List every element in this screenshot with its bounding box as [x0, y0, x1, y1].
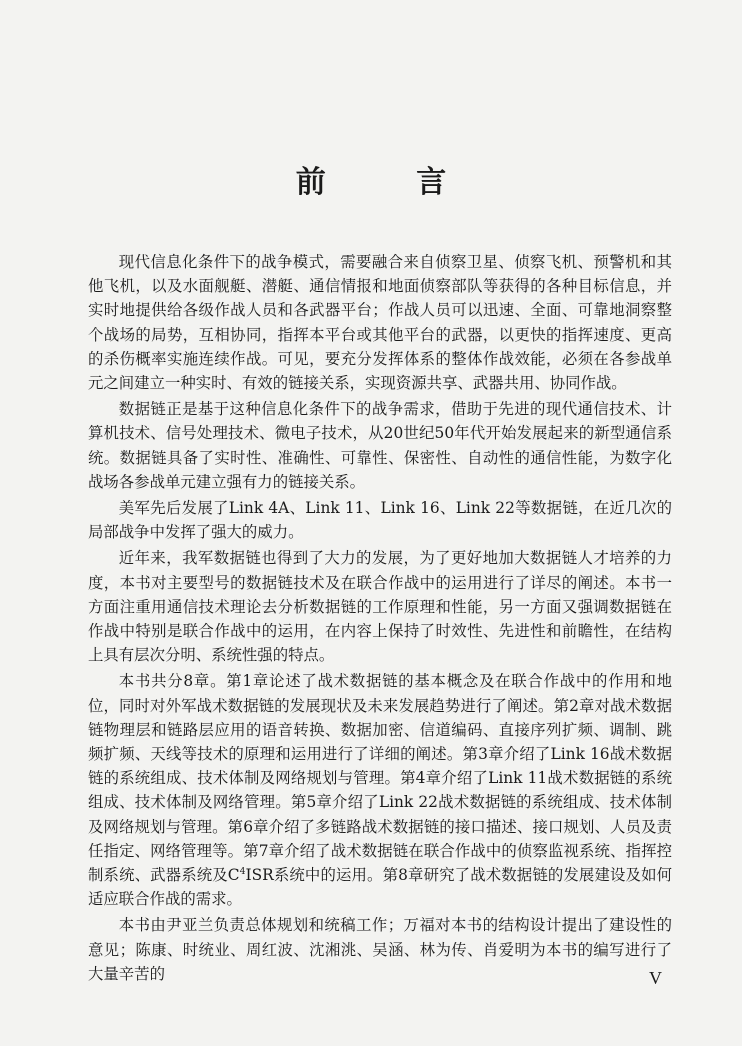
superscript-4: 4	[239, 865, 246, 877]
paragraph-5	[88, 669, 672, 911]
paragraph-1: 现代信息化条件下的战争模式，需要融合来自侦察卫星、侦察飞机、预警机和其他飞机，以及水面舰艇、潜艇、通信情报和地面侦察部队等获得的各种目标信息，并实时地提供给各级作战人员和各武器平台；作战人员可以迅速、全面、可靠地洞察整个战场的局势，互相协同，指挥本平台或其他平台的武器，以更快的指挥速度、更高的杀伤概率实施连续作战。可见，要充分发挥体系的整体作战效能，必须在各参战单元之间建立一种实时、有效的链接关系，实现资源共享、武器共用、协同作战。	[88, 253, 672, 393]
paragraph-5-part-1: 本书共分8章。第1章论述了战术数据链的基本概念及在联合作战中的作用和地位，同时对外军战术数据链的发展现状及未来发展趋势进行了阐述。第2章对战术数据链物理层和链路层应用的语音转换、数据加密、信道编码、直接序列扩频、调制、跳频扩频、天线等技术的原理和运用进行了详细的阐述。第3章介绍了Link 16战术数据链的系统组成、技术体制及网络规划与管理。第4章介绍了Link 11战术数据链的系统组成、技术体制及网络管理。第5章介绍了Link 22战术数据链的系统组成、技术体制及网络规划与管理。第6章介绍了多链路战术数据链的接口描述、接口规划、人员及责任指定、网络管理等。第7章介绍了战术数据链在联合作战中的侦察监视系统、指挥控制系统、武器系统及C	[88, 672, 672, 885]
page-title: 前 言	[295, 165, 487, 200]
paragraph-4: 近年来，我军数据链也得到了大力的发展，为了更好地加大数据链人才培养的力度，本书对主要型号的数据链技术及在联合作战中的运用进行了详尽的阐述。本书一方面注重用通信技术理论去分析数据链的工作原理和性能，另一方面又强调数据链在作战中特别是联合作战中的运用，在内容上保持了时效性、先进性和前瞻性，在结构上具有层次分明、系统性强的特点。	[88, 549, 672, 665]
page-number: V	[649, 968, 662, 988]
paragraph-6: 本书由尹亚兰负责总体规划和统稿工作；万福对本书的结构设计提出了建设性的意见；陈康、时统业、周红波、沈湘洮、吴涵、林为传、肖爱明为本书的编写进行了大量辛苦的	[88, 916, 672, 983]
paragraph-2: 数据链正是基于这种信息化条件下的战争需求，借助于先进的现代通信技术、计算机技术、信号处理技术、微电子技术，从20世纪50年代开始发展起来的新型通信系统。数据链具备了实时性、准确性、可靠性、保密性、自动性的通信性能，为数字化战场各参战单元建立强有力的链接关系。	[88, 400, 672, 491]
preface-body	[88, 250, 672, 988]
paragraph-5-part-2: ISR系统中的运用。第8章研究了战术数据链的发展建设及如何适应联合作战的需求。	[88, 866, 672, 909]
paragraph-3: 美军先后发展了Link 4A、Link 11、Link 16、Link 22等数据链，在近几次的局部战争中发挥了强大的威力。	[88, 499, 672, 542]
